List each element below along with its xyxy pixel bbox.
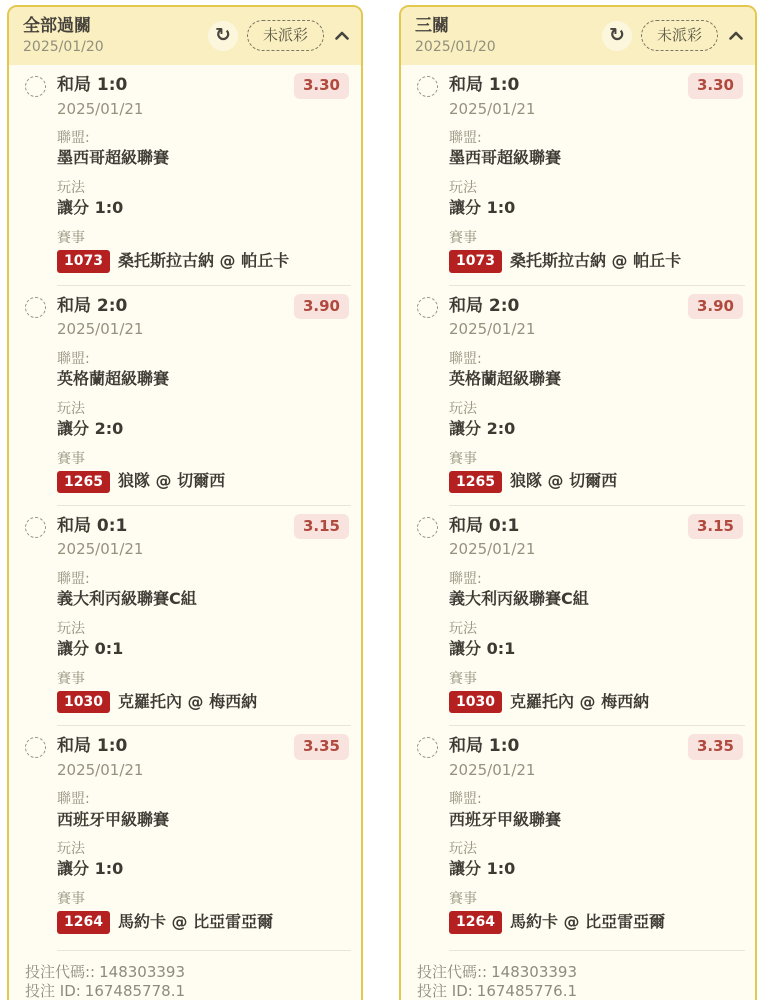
event-label: 賽事 — [449, 891, 477, 908]
event-label: 賽事 — [449, 230, 477, 247]
league-label: 聯盟: — [57, 350, 90, 367]
bet-title: 和局 1:0 — [449, 736, 520, 757]
event-label: 賽事 — [57, 230, 85, 247]
refresh-button[interactable] — [602, 21, 632, 51]
play-value: 讓分 0:1 — [57, 639, 124, 659]
pending-circle-icon — [25, 517, 46, 538]
odds-badge: 3.90 — [294, 294, 349, 320]
play-label: 玩法 — [449, 400, 477, 417]
league-label: 聯盟: — [57, 791, 90, 808]
event-id-badge: 1265 — [449, 471, 502, 493]
card-title: 三關 — [415, 16, 449, 36]
odds-badge: 3.35 — [294, 734, 349, 760]
pending-circle-icon — [417, 76, 438, 97]
refresh-icon: ↻ — [215, 24, 231, 47]
bet-item — [9, 726, 361, 945]
bet-item — [401, 65, 755, 284]
play-value: 讓分 1:0 — [57, 198, 124, 218]
event-id-badge: 1030 — [449, 691, 502, 713]
play-value: 讓分 1:0 — [449, 198, 516, 218]
event-name: 桑托斯拉古納 @ 帕丘卡 — [117, 251, 290, 271]
event-label: 賽事 — [449, 670, 477, 687]
odds-badge: 3.90 — [688, 294, 743, 320]
odds-badge: 3.35 — [688, 734, 743, 760]
league-label: 聯盟: — [57, 130, 90, 147]
event-name: 馬約卡 @ 比亞雷亞爾 — [117, 912, 274, 932]
bet-title: 和局 1:0 — [449, 75, 520, 96]
play-label: 玩法 — [449, 620, 477, 637]
event-name: 桑托斯拉古納 @ 帕丘卡 — [509, 251, 682, 271]
bet-item — [9, 65, 361, 284]
event-label: 賽事 — [57, 670, 85, 687]
odds-badge: 3.15 — [688, 514, 743, 540]
bet-title: 和局 0:1 — [449, 515, 520, 536]
refresh-button[interactable] — [208, 21, 238, 51]
odds-badge: 3.30 — [688, 73, 743, 99]
pending-circle-icon — [25, 297, 46, 318]
bet-date: 2025/01/21 — [449, 540, 536, 559]
pending-circle-icon — [25, 76, 46, 97]
league-label: 聯盟: — [449, 791, 482, 808]
bet-id-line — [25, 982, 349, 1000]
card-header[interactable] — [9, 7, 361, 65]
odds-badge: 3.30 — [294, 73, 349, 99]
bet-date: 2025/01/21 — [57, 320, 144, 339]
league-label: 聯盟: — [57, 570, 90, 587]
league-value: 義大利丙級聯賽C組 — [449, 589, 589, 609]
collapse-button[interactable] — [729, 31, 743, 40]
card-title: 全部過關 — [23, 16, 91, 36]
card-header[interactable] — [401, 7, 755, 65]
league-label: 聯盟: — [449, 570, 482, 587]
bet-id-value: 167485778.1 — [84, 982, 185, 1000]
league-value: 西班牙甲級聯賽 — [449, 809, 562, 829]
event-id-badge: 1264 — [449, 911, 502, 933]
bet-code-value: 148303393 — [491, 962, 578, 981]
bet-slip-card-all-parlay — [7, 5, 363, 1000]
play-value: 讓分 1:0 — [449, 859, 516, 879]
bet-id-label: 投注 ID: — [417, 982, 473, 1000]
bet-id-line — [417, 982, 743, 1000]
bet-title: 和局 2:0 — [449, 295, 520, 316]
card-date: 2025/01/20 — [23, 39, 104, 56]
bet-id-value: 167485776.1 — [476, 982, 577, 1000]
event-id-badge: 1030 — [57, 691, 110, 713]
event-id-badge: 1264 — [57, 911, 110, 933]
play-value: 讓分 2:0 — [57, 418, 124, 438]
bet-title: 和局 2:0 — [57, 295, 128, 316]
bet-item — [401, 726, 755, 945]
league-value: 西班牙甲級聯賽 — [57, 809, 170, 829]
league-value: 墨西哥超級聯賽 — [449, 148, 562, 168]
event-name: 狼隊 @ 切爾西 — [117, 471, 226, 491]
odds-badge: 3.15 — [294, 514, 349, 540]
pending-circle-icon — [417, 737, 438, 758]
collapse-button[interactable] — [335, 31, 349, 40]
pending-circle-icon — [417, 297, 438, 318]
card-footer — [401, 951, 755, 1000]
bet-id-label: 投注 ID: — [25, 982, 81, 1000]
play-label: 玩法 — [57, 180, 85, 197]
event-label: 賽事 — [449, 450, 477, 467]
bet-date: 2025/01/21 — [57, 540, 144, 559]
play-value: 讓分 1:0 — [57, 859, 124, 879]
play-label: 玩法 — [57, 841, 85, 858]
play-value: 讓分 0:1 — [449, 639, 516, 659]
bet-item — [401, 506, 755, 725]
league-value: 義大利丙級聯賽C組 — [57, 589, 197, 609]
status-badge: 未派彩 — [641, 20, 718, 52]
play-label: 玩法 — [449, 841, 477, 858]
event-id-badge: 1265 — [57, 471, 110, 493]
pending-circle-icon — [417, 517, 438, 538]
bet-code-value: 148303393 — [99, 962, 186, 981]
chevron-up-icon — [729, 31, 743, 40]
event-name: 克羅托內 @ 梅西納 — [117, 691, 258, 711]
play-label: 玩法 — [449, 180, 477, 197]
bet-title: 和局 1:0 — [57, 736, 128, 757]
card-date: 2025/01/20 — [415, 39, 496, 56]
bet-date: 2025/01/21 — [449, 320, 536, 339]
event-label: 賽事 — [57, 891, 85, 908]
pending-circle-icon — [25, 737, 46, 758]
event-id-badge: 1073 — [449, 250, 502, 272]
league-value: 英格蘭超級聯賽 — [57, 368, 170, 388]
bet-code-line — [417, 963, 743, 983]
bet-date: 2025/01/21 — [449, 760, 536, 779]
refresh-icon: ↻ — [609, 24, 625, 47]
event-name: 克羅托內 @ 梅西納 — [509, 691, 650, 711]
card-footer — [9, 951, 361, 1000]
play-value: 讓分 2:0 — [449, 418, 516, 438]
play-label: 玩法 — [57, 620, 85, 637]
bet-item — [401, 286, 755, 505]
bet-code-label: 投注代碼:: — [25, 962, 96, 981]
event-id-badge: 1073 — [57, 250, 110, 272]
bet-title: 和局 0:1 — [57, 515, 128, 536]
league-value: 墨西哥超級聯賽 — [57, 148, 170, 168]
bet-slip-card-triple-parlay — [399, 5, 757, 1000]
league-value: 英格蘭超級聯賽 — [449, 368, 562, 388]
event-name: 馬約卡 @ 比亞雷亞爾 — [509, 912, 666, 932]
bet-date: 2025/01/21 — [449, 99, 536, 118]
play-label: 玩法 — [57, 400, 85, 417]
bet-title: 和局 1:0 — [57, 75, 128, 96]
bet-code-line — [25, 963, 349, 983]
event-name: 狼隊 @ 切爾西 — [509, 471, 618, 491]
status-badge: 未派彩 — [247, 20, 324, 52]
event-label: 賽事 — [57, 450, 85, 467]
bet-item — [9, 286, 361, 505]
bet-code-label: 投注代碼:: — [417, 962, 488, 981]
chevron-up-icon — [335, 31, 349, 40]
league-label: 聯盟: — [449, 350, 482, 367]
bet-date: 2025/01/21 — [57, 99, 144, 118]
league-label: 聯盟: — [449, 130, 482, 147]
bet-date: 2025/01/21 — [57, 760, 144, 779]
bet-item — [9, 506, 361, 725]
